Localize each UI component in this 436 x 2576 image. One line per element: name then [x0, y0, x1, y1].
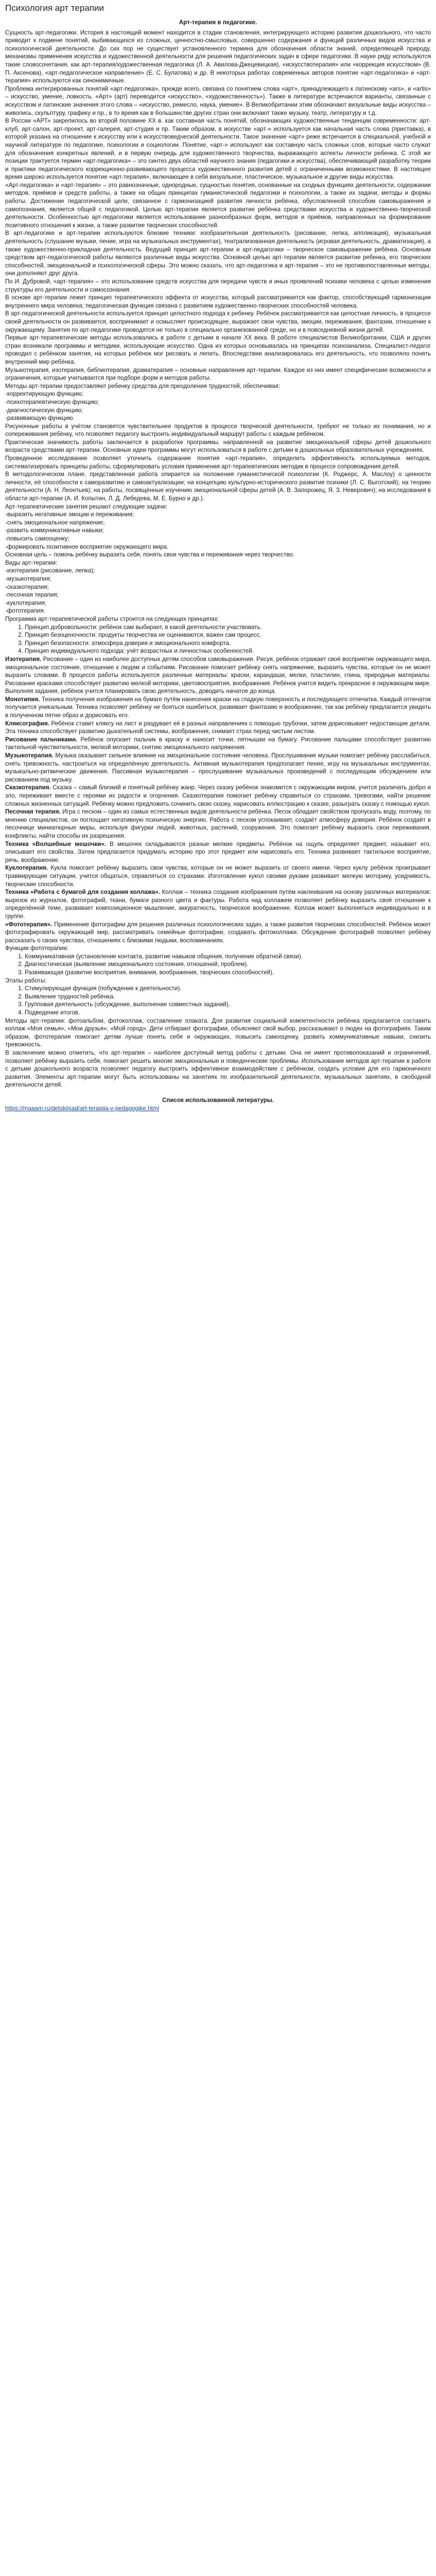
paragraph: По И. Дубровой, «арт-терапия» – это использование средств искусства для передачи чувств и иных проявлений психики человека с целью изменения структуры его деятельности и самосознания.	[5, 278, 431, 293]
paragraph: В заключение можно отметить, что арт-терапия – наиболее доступный метод работы с детьми. Она не имеет противопоказаний и ограничений, позволяет ребёнку выразить себя, помогает решить многие эмоциональные и поведенческие проблемы. Использование методов арт-терапии в работе с детьми дошкольного возраста позволяет педагогу выстроить эффективное взаимодействие с ребёнком, создать условия для его гармоничного развития. Элементы арт-терапии могут быть использованы на занятиях по изобразительной деятельности, музыкальных занятиях, в свободной деятельности детей.	[5, 1049, 431, 1089]
functions-intro: Методы арт-терапии предоставляют ребенку средства для преодоления трудностей, обеспечивая:	[5, 382, 281, 389]
article-body	[5, 19, 431, 1112]
principle-item: 1. Принцип добровольности: ребёнок сам выбирает, в какой деятельности участвовать.	[25, 623, 431, 632]
technique-label: Техника «Волшебные мешочки».	[5, 840, 107, 848]
list-item: -сказкотерапия;	[5, 583, 49, 590]
list-item: -изотерапия (рисование, лепка);	[5, 567, 95, 574]
document-page	[0, 0, 436, 1112]
page-title: Психология арт терапии	[5, 3, 104, 13]
paragraph: «Арт-педагогика» и «арт-терапия» – это равнозначные, однородные, сущностью понятия, основанные на сходных функциях деятельности, содержании методов, приёмов и средств работы, а также на общих принципах гуманистической педагогики и психологии, а также их задачи, методы и формы работы. Достижение педагогической цели, связанное с гармонизацией развития личности ребёнка, обусловленной способом самовыражения и самопознания, является общей с педагогикой. Целью арт-терапии является развитие ребёнка средствами искусства и художественно-творческой деятельности. Особенностью арт-педагогики является использование разнообразных форм, методов и приёмов, направленных на формирование позитивного отношения к жизни, а также развитие творческих способностей.	[5, 181, 431, 229]
literature-link[interactable]: https://maaam.ru/detskijsad/art-terapija-v-pedagogike.html	[5, 1105, 159, 1112]
list-item: -формировать позитивное восприятие окружающего мира.	[5, 543, 169, 550]
technique-paragraph	[5, 752, 431, 784]
technique-label: «Фототерапия».	[5, 921, 53, 928]
photo-step-item: 3. Групповая деятельность (обсуждение, выполнение совместных заданий).	[25, 1001, 431, 1009]
list-item: -развить коммуникативные навыки;	[5, 527, 104, 534]
technique-sections	[5, 655, 431, 944]
paragraph: В основе арт-терапии лежит принцип терапевтического эффекта от искусства, который рассматривается как фактор, способствующий гармонизации внутреннего мира человека; педагогическая функция связана с развитием художественно-творческих способностей человека.	[5, 294, 431, 309]
section-heading: Арт-терапия в педагогике.	[179, 19, 257, 26]
principle-item: 3. Принцип безопасности: атмосфера доверия и эмоционального комфорта.	[25, 639, 431, 648]
methods-intro: Виды арт-терапии:	[5, 559, 58, 566]
technique-paragraph	[5, 921, 431, 945]
principle-item: 2. Принцип безоценочности: продукты творчества не оцениваются, важен сам процесс.	[25, 631, 431, 639]
technique-text: Сказка – самый близкий и понятный ребёнку жанр. Через сказку ребёнок знакомится с окружающим миром, учится различать добро и зло, переживает вместе с героями их радости и огорчения. Сказкотерапия помогает ребёнку справиться со страхами, тревогами, найти решение сложных жизненных ситуаций. Ребёнку можно предложить сочинить свою сказку, нарисовать иллюстрацию к сказке, разыграть сказку с помощью кукол.	[5, 784, 431, 807]
paragraph: В методологическом плане, представленная работа опирается на положения гуманистической психологии (К. Роджерс, А. Маслоу) о ценности личности, её способности к саморазвитию и самоактуализации; на концепцию культурно-исторического развития психики (Л. С. Выготский); на теорию деятельности (А. Н. Леонтьев); на работы, посвящённые изучению эмоциональной сферы детей (А. В. Запорожец, Я. З. Неверович); на исследования в области арт-терапии (А. И. Копытин, Л. Д. Лебедева, М. Е. Бурно и др.).	[5, 471, 431, 502]
list-item: -диагностическую функцию;	[5, 406, 83, 414]
methods-list	[5, 567, 431, 615]
technique-paragraph	[5, 784, 431, 808]
technique-paragraph	[5, 736, 431, 752]
technique-label: Кляксография.	[5, 720, 50, 727]
principles-intro: Программа арт-терапевтической работы строится на следующих принципах:	[5, 615, 219, 622]
list-item: -фототерапия.	[5, 607, 45, 615]
paragraph: Проведенное исследование позволяет уточнить содержание понятия «арт-терапия», определить эффективность используемых методов, систематизировать принципы работы, сформулировать условия применения арт-терапевтических методик в процессе сопровождения детей.	[5, 455, 431, 470]
paragraph: Практическая значимость работы заключается в разработке программы, направленной на развитие эмоциональной сферы детей дошкольного возраста средствами арт-терапии. Основные идеи программы могут использоваться в работе с детьми в дошкольных образовательных учреждениях.	[5, 438, 431, 454]
photo-functions-list	[16, 953, 431, 977]
tasks-intro: Арт-терапевтические занятия решают следующие задачи:	[5, 503, 168, 510]
technique-label: Музыкотерапия.	[5, 752, 54, 759]
list-item: Основная цель – помочь ребёнку выразить себя, понять свои чувства и переживания через творчество.	[5, 551, 294, 558]
technique-label: Сказкотерапия.	[5, 784, 51, 791]
intro-paragraphs	[5, 29, 431, 382]
list-item: -психотерапевтическую функцию;	[5, 398, 99, 405]
technique-paragraph	[5, 808, 431, 840]
functions-list	[5, 390, 431, 438]
paragraph: Сущность арт-педагогики. История в настоящий момент находится в стадии становления, интегрирующего историю развития дошкольного, что часто приводит к подмене понятий, выбивающихся из сложных, ценностно-смысловых, совершенно содержания и функций различных видов искусства и психологической деятельности. До сих пор не существует установленного термина для обозначения области знаний, определяющей природу, механизмы применения искусства и художественной деятельности для решения педагогических задач в сфере педагогики. В науке ряду используются такие словосочетания, как арт-терапия/художественная педагогика (Л. А. Авилова-Джецевицкая), «искусствотерапия» или «коррекция искусством» (В. П. Аксенова), «арт-педагогическое направление» (Е. С. Булатова) и др. В некоторых работах современных авторов понятие «арт-педагогика» и «арт-терапия» используются как синонимичные.	[5, 29, 431, 84]
technique-label: Рисование пальчиками.	[5, 736, 78, 743]
technique-paragraph	[5, 840, 431, 865]
photo-steps-list	[16, 985, 431, 1016]
technique-label: Техника «Работа с бумагой для создания коллажа».	[5, 889, 160, 896]
technique-label: Песочная терапия.	[5, 808, 61, 816]
list-item: -снять эмоциональное напряжение;	[5, 519, 105, 526]
photo-functions-intro: Функции фототерапии:	[5, 945, 68, 952]
technique-text: Рисование – один из наиболее доступных детям способов самовыражения. Рисуя, ребёнок отражает своё восприятие окружающего мира, эмоциональное состояние, отношение к людям и событиям. Рисование помогает ребёнку снять напряжение, выразить чувства, которые он не может выразить словами. В процессе работы используются различные материалы: краски, карандаши, мелки, пластилин, глина, природные материалы. Рисование красками способствует развитию мелкой моторики, цветовосприятия, воображения. Ребёнок учится видеть прекрасное в окружающем мире. Выполняя задания, ребёнок учится планировать свою деятельность, доводить начатое до конца.	[5, 655, 431, 695]
paragraph: Первые арт-терапевтические методы использовались в работе с детьми в начале XX века. В работе специалистов Великобритании, США и других стран возникали программы и методики, использующие искусство. Одна из которых основывалась на принципах психоанализа. Специалист-педагог проводил с ребёнком занятия, на которых ребёнок мог рисовать и лепить. Впоследствии анализировалась его деятельность, что позволяло понять внутренний мир ребёнка.	[5, 334, 431, 365]
technique-text: Ребёнок опускает пальчик в краску и наносит точки, пятнышки на бумагу. Рисование пальцами способствует развитию тактильной чувствительности, мелкой моторики, снятию эмоционального напряжения.	[5, 736, 431, 751]
paragraph: В арт-педагогике и арт-терапии используются близкие техники: изобразительная деятельность (рисование, лепка, аппликация), музыкальная деятельность (слушание музыки, пение, игра на музыкальных инструментах), театрализованная деятельность (игровая деятельность, драматизация), а также художественно-прикладная деятельность. Ведущий принцип арт-терапии и арт-педагогики – творческое самовыражение ребёнка. Основным средством арт-педагогической работы являются различные виды искусства. Основной целью арт-терапии является развитие ребенка, его творческих способностей, эмоциональной и психологической сферы. Это можно сказать, что арт-педагогика и арт-терапия – это не противопоставленные методы, они дополняют друг друга.	[5, 230, 431, 277]
technique-text: Игра с песком – один из самых естественных видов деятельности ребёнка. Песок обладает свойством пропускать воду, поэтому, по мнению специалистов, он поглощает негативную психическую энергию. Работа с песком успокаивает, создаёт атмосферу доверия. Ребёнок создаёт в песочнице миниатюрные миры, используя фигурки людей, животных, растений, сооружения. Это помогает ребёнку выразить свои переживания, конфликты, найти способы их разрешения.	[5, 808, 431, 839]
technique-text: В мешочек складываются разные мелкие предметы. Ребёнок на ощупь определяет предмет, называет его, описывает его свойства. Затем предлагается придумать историю про этот предмет или нарисовать его. Техника развивает тактильное восприятие, речь, воображение.	[5, 840, 431, 863]
list-item: -выразить негативные эмоции и переживания;	[5, 511, 134, 518]
photo-function-item: 1. Коммуникативная (установление контакта, развитие навыков общения, получение обратной связи).	[25, 953, 431, 961]
photo-function-item: 2. Диагностическая (выявление эмоционального состояния, отношений, проблем).	[25, 960, 431, 969]
paragraph: В России «АРТ» закрепилось во второй половине XX в. как составная часть понятий, обозначающих художественные тенденции современности: арт-клуб, арт-салон, арт-проект, арт-галерея, арт-студия и пр. Таким образом, в искусстве «арт-» используется как начальная часть слова (приставка), в которой указана на отношение к искусству или к искусствоведческой деятельности. Такое значение «арт» реже встречается в специальной, учебной и научной литературе по педагогике, психологии и социологии. Понятие, «арт-» используют как составную часть сложных слов, которые часто служат для обозначения конкретных явлений, и в первую очередь для художественного творчества, выражающего аспекты личности ребенка. С этой же позиции трактуется термин «арт-педагогика» – это синтез двух областей научного знания (педагогики и искусства), обеспечивающий разработку теории и практики педагогического коррекционно-развивающего процесса художественного развития детей с ограниченными возможностями. В настоящее время широко используется понятие «арт-терапия», включающее в себя визуальное, пластическое, музыкальное и другие виды искусства.	[5, 117, 431, 181]
literature-item	[5, 1105, 431, 1113]
photo-step-item: 4. Подведение итогов.	[25, 1009, 431, 1017]
list-item: -музыкотерапия;	[5, 575, 51, 582]
technique-label: Изотерапия.	[5, 655, 42, 663]
paragraph: В арт-педагогической деятельности используется принцип целостного подхода к ребенку. Ребёнок рассматривается как целостная личность, в процессе своей деятельности он развивается, воспринимает и осмысляет происходящее, выражает свои чувства, эмоции, переживания, фантазии, отношение к окружающему. Занятия по арт-педагогике проводятся не только в специально организованной среде, но и в повседневной жизни детей.	[5, 310, 431, 333]
closing-paragraphs	[5, 1017, 431, 1089]
technique-text: Ребёнок ставит кляксу на лист и раздувает её в разных направлениях с помощью трубочки, затем дорисовывает недостающие детали. Эта техника способствует развитию дыхательной системы, воображения, снимает страх перед чистым листом.	[5, 720, 431, 735]
photo-steps-intro: Этапы работы:	[5, 977, 47, 984]
photo-function-item: 3. Развивающая (развитие восприятия, внимания, воображения, творческих способностей).	[25, 969, 431, 977]
technique-paragraph	[5, 655, 431, 696]
paragraph: Методы арт-терапии: фотоальбом, фотоколлаж, составление плаката. Для развития социальной компетентности ребёнка предлагается составить коллаж «Моя семья», «Мои друзья», «Мой город». Дети отбирают фотографии, объясняют свой выбор, рассказывают о людях на фотографиях. Таким образом, фототерапия помогает детям лучше понять себя и окружающих, повысить самооценку, развить коммуникативные навыки, снизить тревожность.	[5, 1017, 431, 1048]
list-item: -развивающую функцию.	[5, 415, 75, 422]
photo-step-item: 1. Стимулирующая функция (побуждение к деятельности).	[25, 985, 431, 993]
photo-step-item: 2. Выявление трудностей ребёнка.	[25, 993, 431, 1001]
technique-text: Коллаж – техника создания изображения путём наклеивания на основу различных материалов: вырезок из журналов, фотографий, ткани, бумаги разного цвета и фактуры. Работа над коллажем позволяет ребёнку выразить своё отношение к определённой теме, развивает композиционное мышление, аккуратность, творческое воображение. Коллаж может выполняться индивидуально и в группе.	[5, 889, 431, 920]
technique-paragraph	[5, 888, 431, 920]
literature-title: Список использованной литературы.	[162, 1096, 274, 1104]
technique-paragraph	[5, 720, 431, 736]
list-item: -корректирующую функцию;	[5, 391, 83, 398]
list-item: -песочная терапия;	[5, 591, 59, 599]
technique-label: Куклотерапия.	[5, 865, 48, 872]
paragraph: Музыкотерапия, изотерапия, библиотерапия, драматерапия – основные направления арт-терапии. Каждое из них имеет специфические возможности и ограничения, которые учитываются при подборе форм и методов работы.	[5, 366, 431, 382]
list-item: -повысить самооценку;	[5, 535, 69, 542]
tasks-list	[5, 511, 431, 559]
list-item: Рисуночные работы в учётом становятся чувствительнее продуктов в процессе творческой деятельности, требуют не только их понимания, но и сопереживания ребёнку, что позволяет педагогу выстроить индивидуальный маршрут работы с каждым ребёнком.	[5, 422, 431, 438]
technique-text: Музыка оказывает сильное влияние на эмоциональное состояние человека. Прослушивание музыки помогает ребёнку расслабиться, снять тревожность, настроиться на определённую деятельность. Активная музыкотерапия предполагает пение, игру на музыкальных инструментах, музыкально-ритмические движения. Пассивная музыкотерапия – прослушивание музыкальных произведений с последующим обсуждением или рисованием под музыку.	[5, 752, 431, 783]
principle-item: 4. Принцип индивидуального подхода: учёт возрастных и личностных особенностей.	[25, 647, 431, 655]
technique-paragraph	[5, 864, 431, 888]
list-item: -куклотерапия;	[5, 599, 46, 606]
technique-label: Монотипия.	[5, 696, 40, 703]
technique-text: Применение фотографии для решения различных психологических задач, а также развития творческих способностей. Ребёнок может фотографировать окружающий мир, рассматривать семейные фотографии, создавать фотоколлажи. Обсуждение фотографий позволяет ребёнку рассказать о своих чувствах, отношениях с близкими людьми, воспоминаниях.	[5, 921, 431, 944]
principles-list	[16, 623, 431, 655]
technique-text: Кукла помогает ребёнку выразить свои чувства, которые он не может выразить от своего имени. Через куклу ребёнок проигрывает травмирующие ситуации, учится общаться, справляться со страхами. Изготовление кукол своими руками развивает мелкую моторику, усидчивость, творческие способности.	[5, 865, 431, 888]
middle-paragraphs	[5, 438, 431, 503]
technique-text: Техника получения изображения на бумаге путём нанесения краски на гладкую поверхность и последующего отпечатка. Каждый отпечаток получается уникальным. Техника позволяет ребёнку не бояться ошибиться, развивает фантазию и воображение, так как ребёнку предлагается увидеть в полученном пятне образ и дорисовать его.	[5, 696, 431, 719]
paragraph: Проблема интегрированных понятий «арт-педагогика», прежде всего, связана со понятием слова «арт», принадлежащего к латинскому «ars», и «artis» – искусство, умение, ловкость. «Арт» (арт) переводится «искусство», «художественность»). Также в литературе встречаются варианты, связанные с искусством и латинские значения этого слова – «искусство, ремесло, наука, умение». В Великобритании этим обозначают визуальные виды искусства – живопись, скульптуру, графику и пр., в то время как в большинстве других стран они включают также музыку, театр, литературу и т.д.	[5, 85, 431, 116]
technique-paragraph	[5, 696, 431, 720]
